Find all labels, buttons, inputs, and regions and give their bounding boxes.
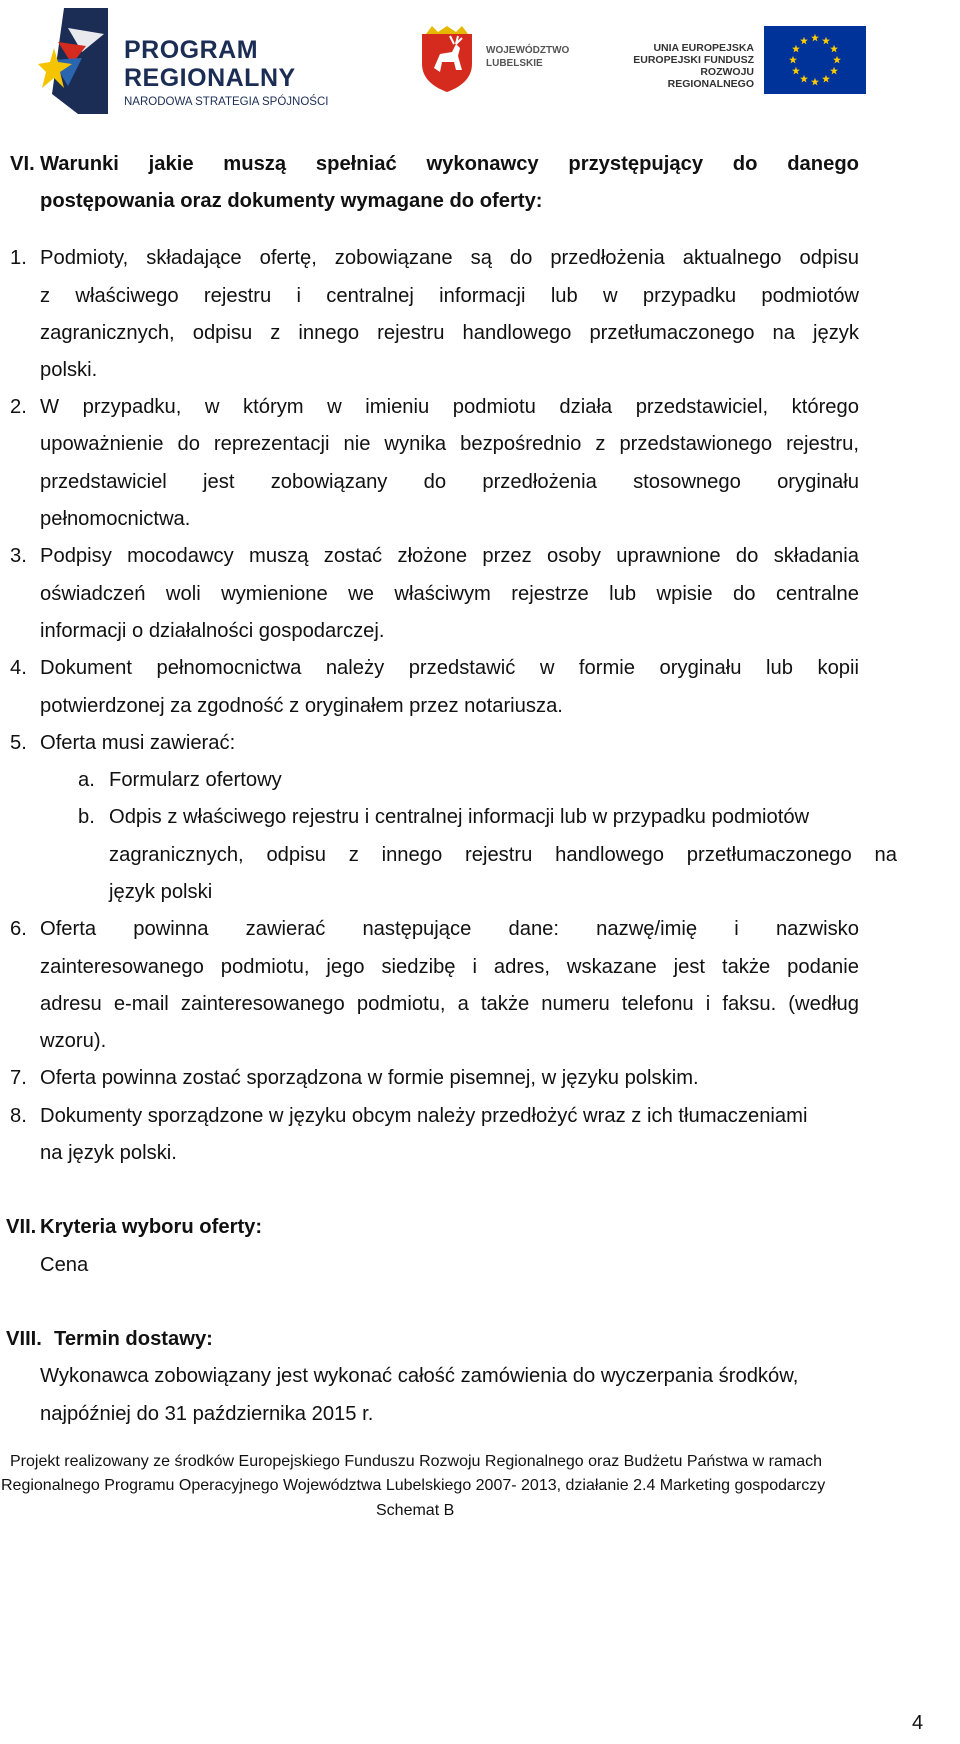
list-item-8-number: 8. <box>10 1105 27 1127</box>
list-item-6-number: 6. <box>10 918 27 940</box>
list-item-6-line: zainteresowanego podmiotu, jego siedzibę i adres, wskazane jest także podanie <box>40 956 859 978</box>
list-item-4-line: potwierdzonej za zgodność z oryginałem przez notariusza. <box>40 695 563 717</box>
program-regionalny-star-icon <box>38 8 108 114</box>
section-6-heading-line1: Warunki jakie muszą spełniać wykonawcy przystępujący do danego <box>40 153 859 175</box>
list-item-1-line: zagranicznych, odpisu z innego rejestru handlowego przetłumaczonego na język <box>40 322 859 344</box>
section-7-number: VII. <box>6 1216 37 1238</box>
list-item-3-line: informacji o działalności gospodarczej. <box>40 620 385 642</box>
sub-item-b-line: zagranicznych, odpisu z innego rejestru handlowego przetłumaczonego na <box>109 844 897 866</box>
lublin-deer-crest-icon <box>418 26 476 92</box>
section-6-number: VI. <box>10 153 35 175</box>
list-item-4-number: 4. <box>10 657 27 679</box>
program-title-line1: PROGRAM <box>124 36 259 64</box>
wojewodztwo-text <box>486 44 569 70</box>
section-8-number: VIII. <box>6 1328 42 1350</box>
section-7-heading: Kryteria wyboru oferty: <box>40 1216 263 1238</box>
list-item-3-line: oświadczeń woli wymienione we właściwym rejestrze lub wpisie do centralne <box>40 583 859 605</box>
list-item-2-line: pełnomocnictwa. <box>40 508 191 530</box>
logo-header <box>0 0 960 118</box>
list-item-8-line: Dokumenty sporządzone w języku obcym należy przedłożyć wraz z ich tłumaczeniami <box>40 1105 808 1127</box>
unia-europejska-logo <box>614 24 874 94</box>
list-item-1-line: Podmioty, składające ofertę, zobowiązane są do przedłożenia aktualnego odpisu <box>40 247 859 269</box>
wojewodztwo-line1: WOJEWÓDZTWO <box>486 45 570 56</box>
unia-europejska-text <box>614 42 754 90</box>
footer-line2: Regionalnego Programu Operacyjnego Województwa Lubelskiego 2007- 2013, działanie 2.4 Marketing gospodarczy <box>1 1477 826 1494</box>
list-item-3-number: 3. <box>10 545 27 567</box>
list-item-4-line: Dokument pełnomocnictwa należy przedstawić w formie oryginału lub kopii <box>40 657 859 679</box>
unia-line2: EUROPEJSKI FUNDUSZ <box>633 54 754 66</box>
list-item-5-line: Oferta musi zawierać: <box>40 732 236 754</box>
unia-line3: ROZWOJU REGIONALNEGO <box>667 66 754 90</box>
wojewodztwo-line2: LUBELSKIE <box>486 58 543 69</box>
sub-item-a-line: Formularz ofertowy <box>109 769 282 791</box>
footer-line1: Projekt realizowany ze środków Europejskiego Funduszu Rozwoju Regionalnego oraz Budżetu Państwa w ramach <box>10 1453 822 1470</box>
list-item-8-line: na język polski. <box>40 1142 177 1164</box>
eu-flag-icon <box>764 26 866 94</box>
section-8-heading: Termin dostawy: <box>54 1328 213 1350</box>
program-regionalny-subtitle: NARODOWA STRATEGIA SPÓJNOŚCI <box>124 96 329 108</box>
sub-item-b-line: język polski <box>109 881 213 903</box>
list-item-1-line: polski. <box>40 359 98 381</box>
list-item-6-line: Oferta powinna zawierać następujące dane: nazwę/imię i nazwisko <box>40 918 859 940</box>
list-item-5-number: 5. <box>10 732 27 754</box>
section-8-line: najpóźniej do 31 października 2015 r. <box>40 1403 374 1425</box>
section-8-line: Wykonawca zobowiązany jest wykonać całość zamówienia do wyczerpania środków, <box>40 1365 799 1387</box>
list-item-2-line: upoważnienie do reprezentacji nie wynika bezpośrednio z przedstawionego rejestru, <box>40 433 859 455</box>
list-item-2-line: W przypadku, w którym w imieniu podmiotu działa przedstawiciel, którego <box>40 396 859 418</box>
list-item-2-number: 2. <box>10 396 27 418</box>
section-6-heading-line2: postępowania oraz dokumenty wymagane do oferty: <box>40 190 543 212</box>
list-item-7-number: 7. <box>10 1067 27 1089</box>
list-item-3-line: Podpisy mocodawcy muszą zostać złożone przez osoby uprawnione do składania <box>40 545 859 567</box>
wojewodztwo-lubelskie-logo <box>418 26 588 96</box>
sub-item-a-letter: a. <box>78 769 95 791</box>
program-regionalny-title <box>124 36 296 92</box>
unia-line1: UNIA EUROPEJSKA <box>653 42 754 54</box>
page-number: 4 <box>912 1712 924 1734</box>
sub-item-b-letter: b. <box>78 806 95 828</box>
section-7-text: Cena <box>40 1254 89 1276</box>
footer-line3: Schemat B <box>376 1502 455 1519</box>
list-item-7-line: Oferta powinna zostać sporządzona w formie pisemnej, w języku polskim. <box>40 1067 699 1089</box>
list-item-6-line: adresu e-mail zainteresowanego podmiotu, a także numeru telefonu i faksu. (według <box>40 993 859 1015</box>
sub-item-b-line: Odpis z właściwego rejestru i centralnej informacji lub w przypadku podmiotów <box>109 806 810 828</box>
program-title-line2: REGIONALNY <box>124 64 296 92</box>
list-item-1-line: z właściwego rejestru i centralnej informacji lub w przypadku podmiotów <box>40 285 859 307</box>
list-item-6-line: wzoru). <box>40 1030 107 1052</box>
program-regionalny-logo <box>38 8 368 114</box>
list-item-2-line: przedstawiciel jest zobowiązany do przedłożenia stosownego oryginału <box>40 471 859 493</box>
list-item-1-number: 1. <box>10 247 27 269</box>
